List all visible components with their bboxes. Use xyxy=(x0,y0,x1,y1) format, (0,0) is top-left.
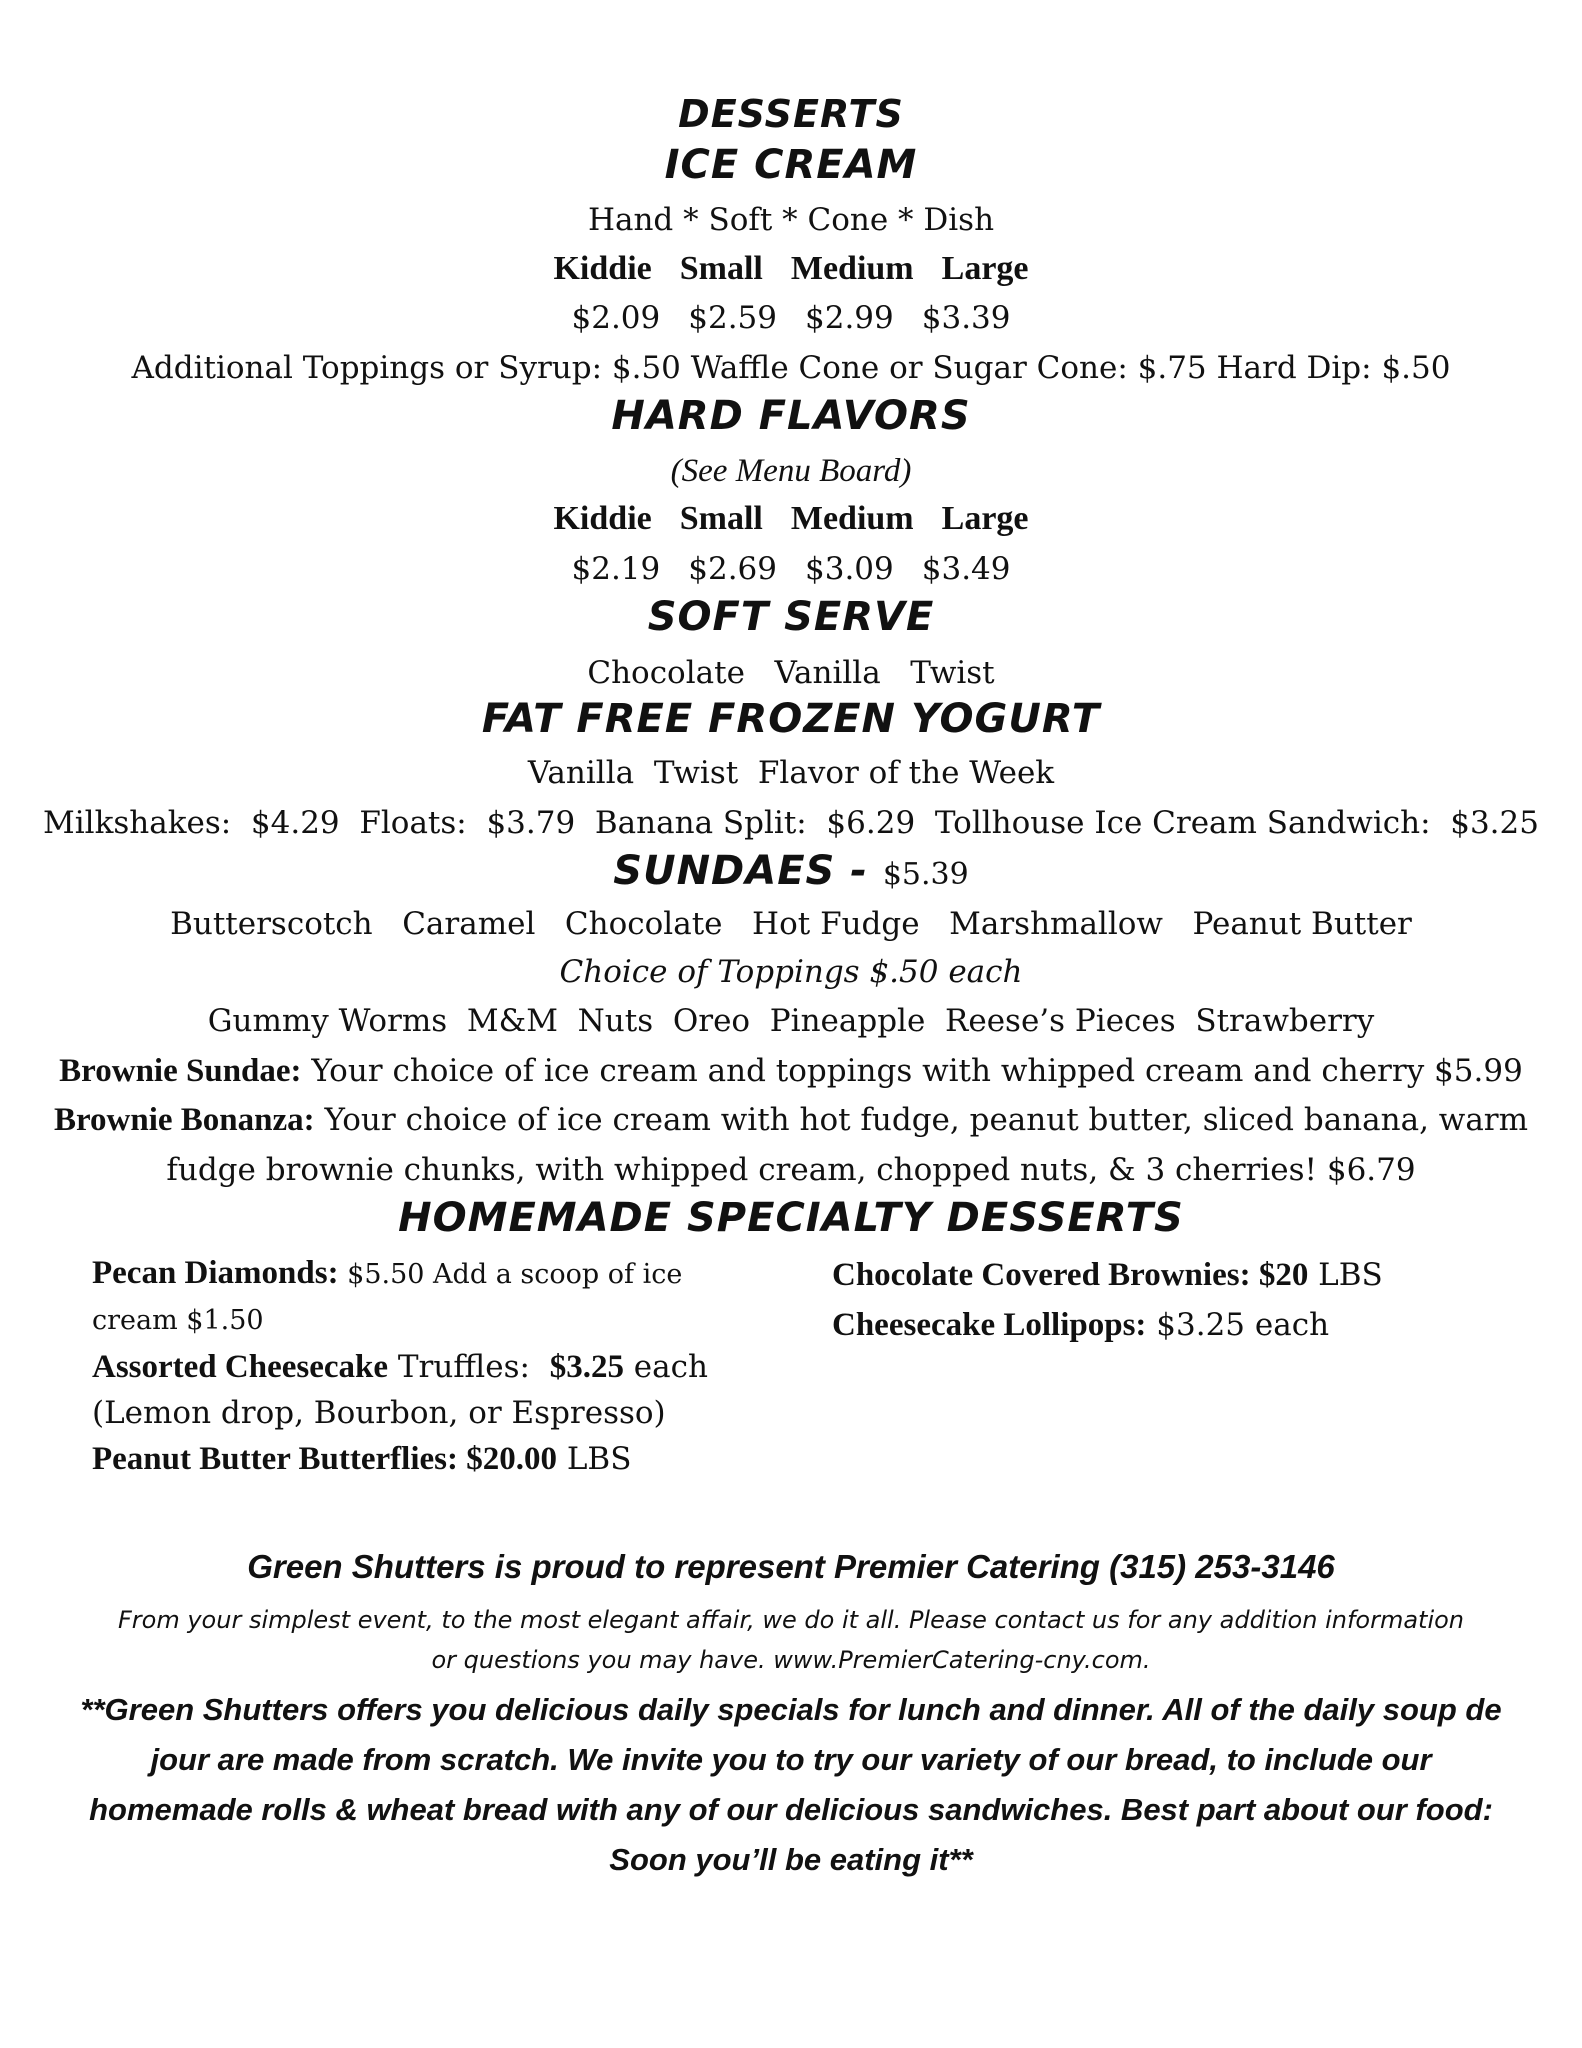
toppings-note: Choice of Toppings $.50 each xyxy=(559,954,1023,990)
ice-cream-styles: Hand * Soft * Cone * Dish xyxy=(587,202,995,238)
specialty-left-column xyxy=(92,1250,752,1482)
price: $3.39 xyxy=(921,300,1011,336)
toppings-list: Gummy Worms M&M Nuts Oreo Pineapple Reese’s Pieces Strawberry xyxy=(207,1003,1375,1039)
price: $2.59 xyxy=(688,300,777,336)
pb-label: Peanut Butter Butterflies: xyxy=(92,1441,458,1477)
price: $2.99 xyxy=(805,300,894,336)
cheesecake-lollipops xyxy=(832,1300,1512,1350)
soft-serve-heading: SOFT SERVE xyxy=(647,594,935,640)
ice-cream-heading: ICE CREAM xyxy=(664,142,918,188)
hard-flavors-note: (See Menu Board) xyxy=(670,453,912,489)
brownie-bonanza xyxy=(0,1102,1582,1139)
hard-flavors-sizes xyxy=(0,500,1582,538)
specialty-right-column xyxy=(832,1250,1512,1350)
frozen-yogurt-heading: FAT FREE FROZEN YOGURT xyxy=(481,696,1101,742)
brownies-label: Chocolate Covered Brownies: xyxy=(832,1257,1251,1293)
pecan-text-cont: cream $1.50 xyxy=(92,1305,264,1336)
cheesecake-truffles xyxy=(92,1344,752,1390)
pecan-label: Pecan Diamonds: xyxy=(92,1255,339,1291)
price: $3.09 xyxy=(805,551,894,587)
sundaes-heading xyxy=(0,848,1582,894)
truffles-price: $3.25 xyxy=(549,1349,624,1385)
size-label: Medium xyxy=(790,250,914,287)
price: $3.49 xyxy=(921,551,1011,587)
truffles-label: Assorted Cheesecake xyxy=(92,1349,389,1385)
chocolate-covered-brownies xyxy=(832,1250,1512,1300)
lollipops-label: Cheesecake Lollipops: xyxy=(832,1307,1147,1343)
size-label: Large xyxy=(941,250,1029,287)
catering-line: Green Shutters is proud to represent Premier Catering (315) 253-3146 xyxy=(247,1548,1335,1585)
hard-flavors-prices xyxy=(0,551,1582,587)
brownie-sundae-label: Brownie Sundae: xyxy=(59,1053,302,1089)
sundaes-title: SUNDAES - xyxy=(613,848,868,894)
soft-serve-flavors: Chocolate Vanilla Twist xyxy=(587,655,995,691)
ice-cream-prices xyxy=(0,300,1582,336)
pb-price: $20.00 xyxy=(457,1441,557,1477)
lollipops-text: $3.25 each xyxy=(1146,1307,1330,1343)
truffles-text: Truffles: xyxy=(388,1349,550,1385)
brownie-sundae xyxy=(0,1053,1582,1090)
specials-line2: jour are made from scratch. We invite you to try our variety of our bread, to include our xyxy=(150,1742,1432,1777)
brownie-bonanza-label: Brownie Bonanza: xyxy=(53,1102,315,1138)
peanut-butter-butterflies xyxy=(92,1436,752,1482)
truffles-note: (Lemon drop, Bourbon, or Espresso) xyxy=(92,1395,666,1431)
ice-cream-extras: Additional Toppings or Syrup: $.50 Waffle Cone or Sugar Cone: $.75 Hard Dip: $.50 xyxy=(131,350,1451,386)
pb-unit: LBS xyxy=(556,1441,632,1477)
ice-cream-sizes xyxy=(0,250,1582,288)
specials-line1: **Green Shutters offers you delicious daily specials for lunch and dinner. All of the daily soup de xyxy=(80,1692,1502,1727)
brownie-sundae-text: Your choice of ice cream and toppings with whipped cream and cherry $5.99 xyxy=(301,1053,1523,1089)
hard-flavors-heading: HARD FLAVORS xyxy=(611,393,971,439)
size-label: Small xyxy=(679,250,763,287)
page-title: DESSERTS xyxy=(678,92,904,136)
catering-info-line1: From your simplest event, to the most elegant affair, we do it all. Please contact us for any addition information xyxy=(117,1606,1465,1634)
specialty-heading: HOMEMADE SPECIALTY DESSERTS xyxy=(398,1195,1184,1241)
pecan-text: $5.50 Add a scoop of ice xyxy=(338,1259,683,1290)
size-label: Medium xyxy=(790,500,914,537)
catering-info-line2: or questions you may have. www.PremierCatering-cny.com. xyxy=(431,1646,1151,1674)
specials-line3: homemade rolls & wheat bread with any of our delicious sandwiches. Best part about our food: xyxy=(89,1792,1493,1827)
brownies-unit: LBS xyxy=(1308,1257,1383,1293)
shakes-floats-line: Milkshakes: $4.29 Floats: $3.79 Banana Split: $6.29 Tollhouse Ice Cream Sandwich: $3.25 xyxy=(43,805,1539,841)
truffles-each: each xyxy=(623,1349,708,1385)
frozen-yogurt-flavors: Vanilla Twist Flavor of the Week xyxy=(527,755,1055,791)
size-label: Small xyxy=(679,500,763,537)
price: $2.09 xyxy=(571,300,661,336)
brownies-price: $20 xyxy=(1250,1257,1309,1293)
brownie-bonanza-cont: fudge brownie chunks, with whipped cream, chopped nuts, & 3 cherries! $6.79 xyxy=(166,1152,1416,1188)
sundaes-price: $5.39 xyxy=(882,857,969,892)
specials-line4: Soon you’ll be eating it** xyxy=(609,1842,973,1877)
sundae-flavors: Butterscotch Caramel Chocolate Hot Fudge Marshmallow Peanut Butter xyxy=(170,906,1412,942)
brownie-bonanza-text: Your choice of ice cream with hot fudge, peanut butter, sliced banana, warm xyxy=(314,1102,1529,1138)
price: $2.69 xyxy=(688,551,777,587)
size-label: Kiddie xyxy=(553,250,652,287)
size-label: Large xyxy=(941,500,1029,537)
pecan-diamonds xyxy=(92,1250,752,1298)
price: $2.19 xyxy=(571,551,661,587)
size-label: Kiddie xyxy=(553,500,652,537)
